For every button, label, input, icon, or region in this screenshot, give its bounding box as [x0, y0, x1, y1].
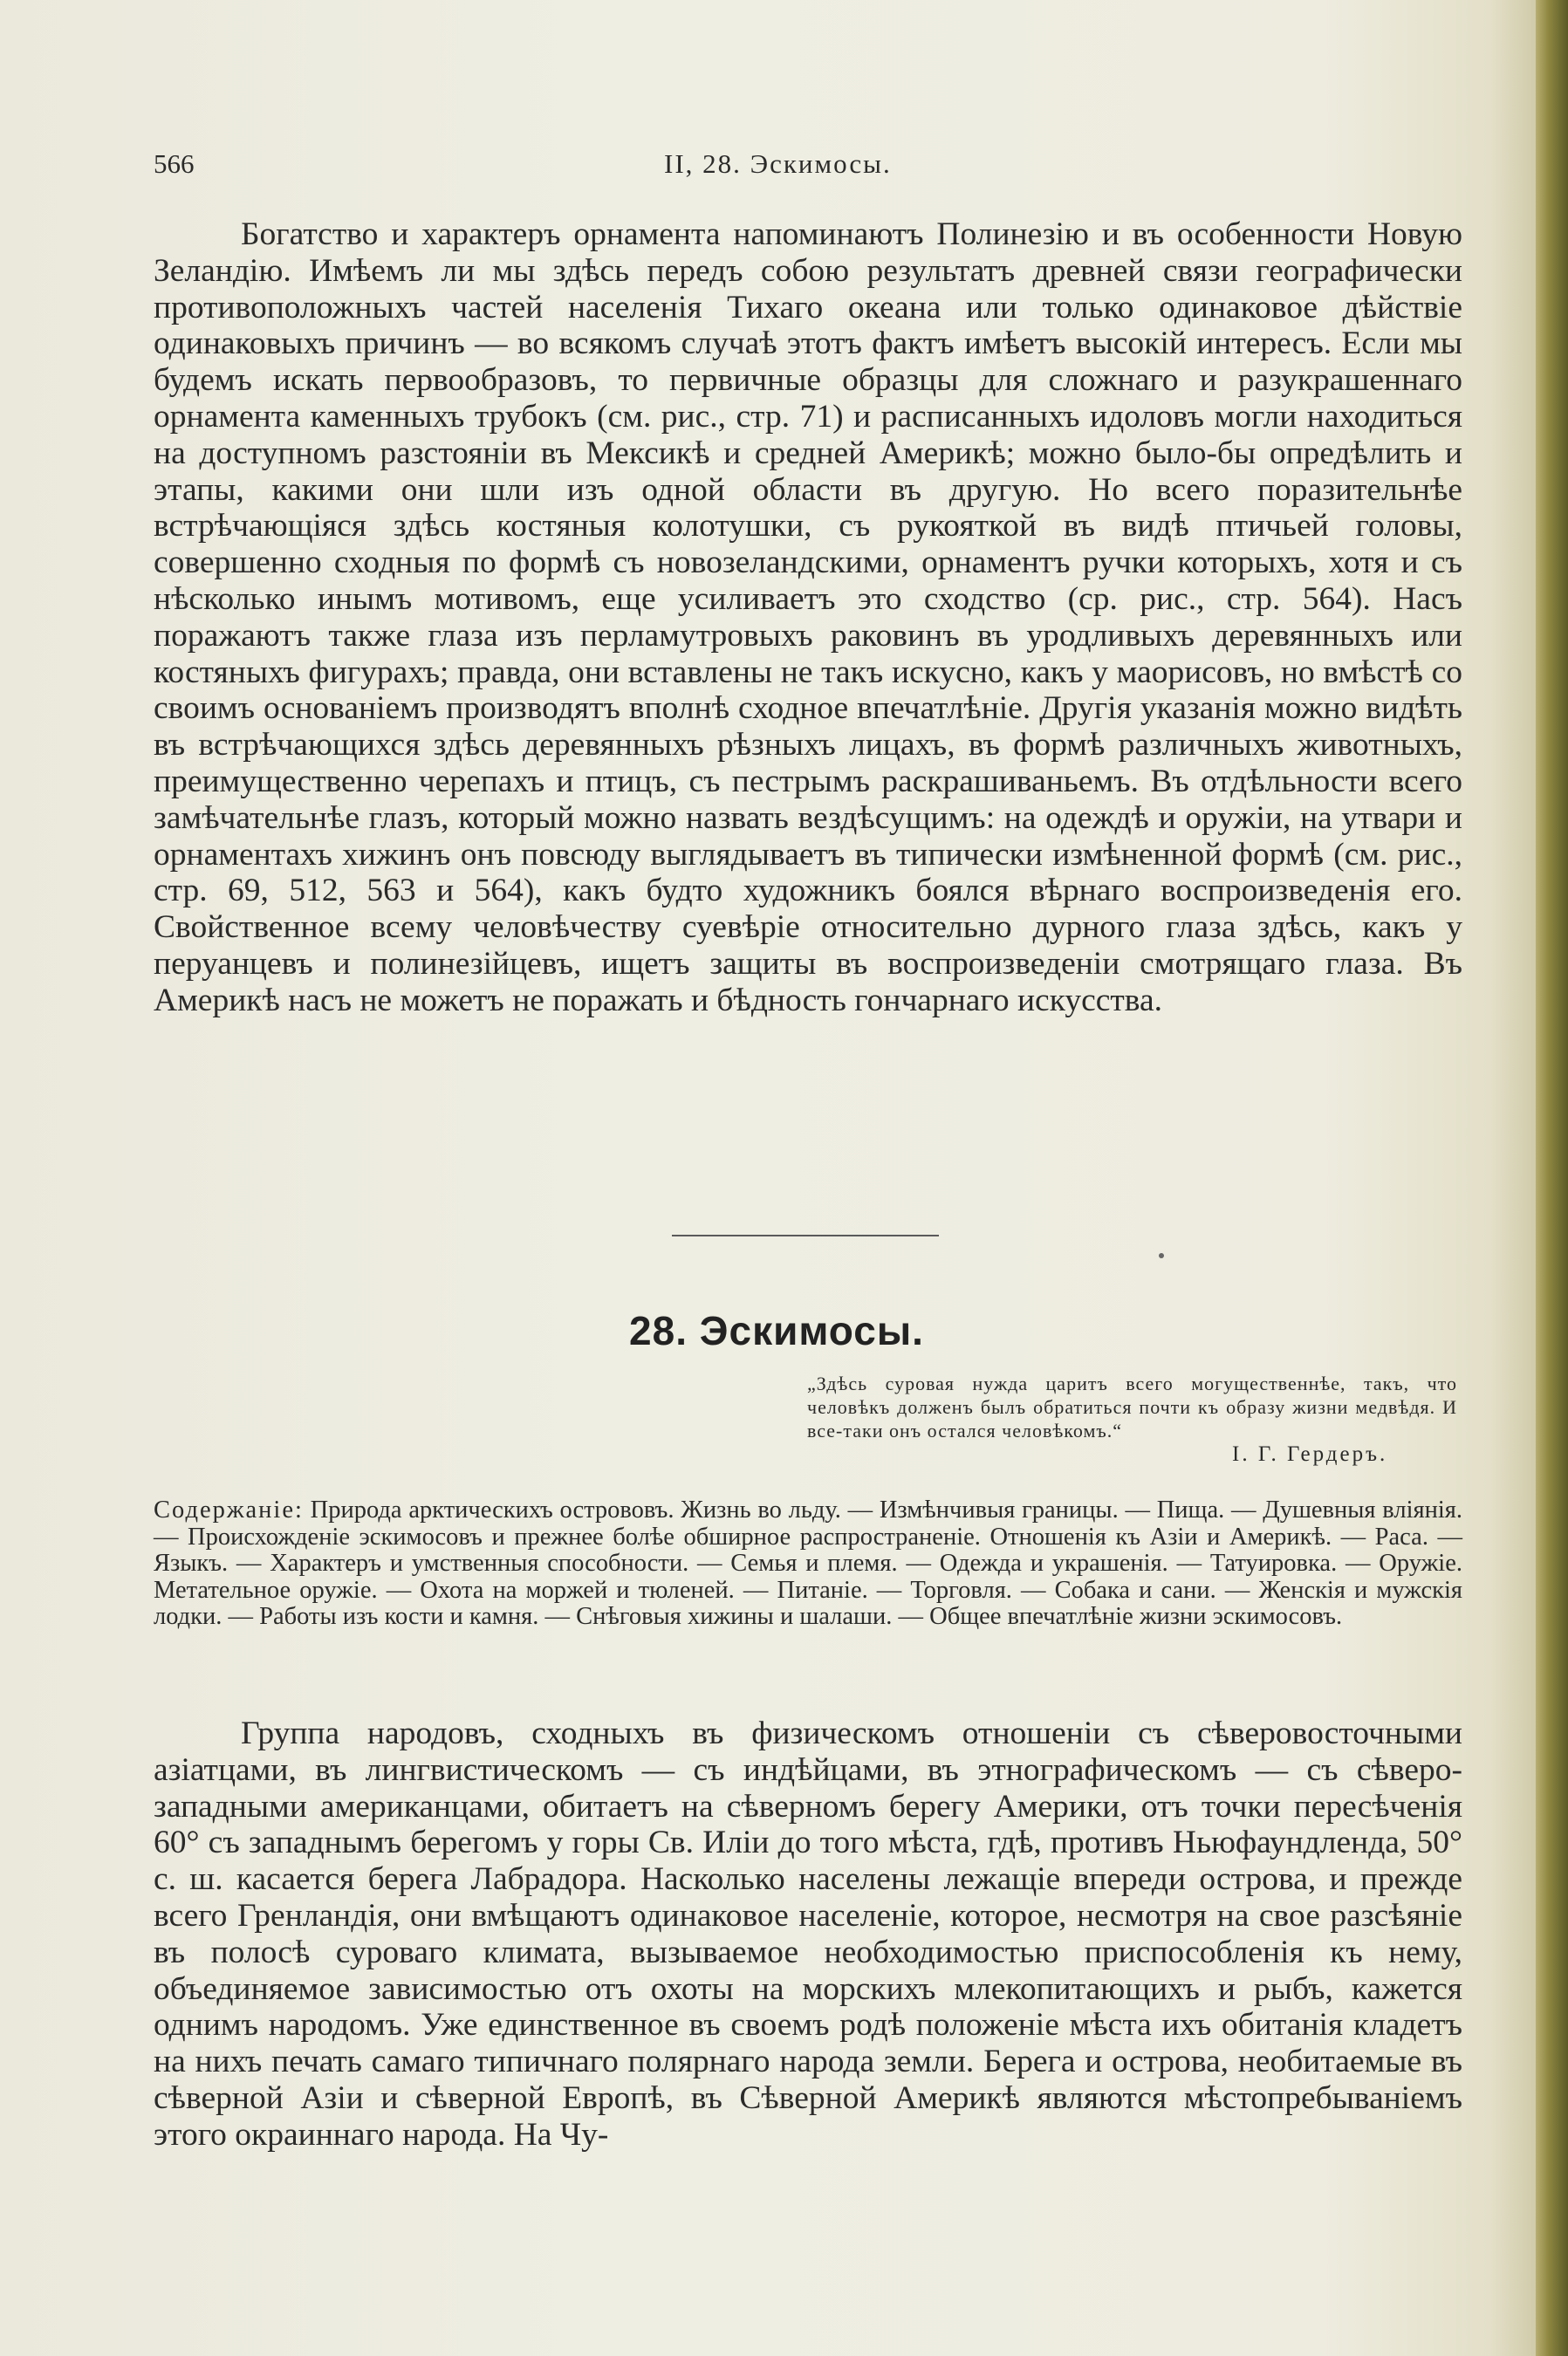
page-number: 566: [154, 148, 195, 179]
paragraph-eskimo-intro: Группа народовъ, сходныхъ въ физическомъ отношеніи съ сѣверовосточными азіатцами, въ лингвистическомъ — съ индѣйцами, въ этнографическомъ — съ сѣверо-западными американцами, обитаетъ на сѣверномъ берегу Америки, отъ точки пересѣченія 60° съ западнымъ берегомъ у горы Св. Иліи до того мѣста, гдѣ, противъ Ньюфаундленда, 50° с. ш. касается берега Лабрадора. Насколько населены лежащіе впереди острова, и прежде всего Гренландія, они вмѣщаютъ одинаковое населеніе, которое, несмотря на свое разсѣяніе въ полосѣ суроваго климата, вызываемое необходимостью приспособленія къ нему, объединяемое зависимостью отъ охоты на морскихъ млекопитающихъ и рыбъ, кажется однимъ народомъ. Уже единственное въ своемъ родѣ положеніе мѣста ихъ обитанія кладетъ на нихъ печать самаго типичнаго полярнаго народа земли. Берега и острова, необитаемые въ сѣверной Азіи и сѣверной Европѣ, въ Сѣверной Америкѣ являются мѣстопребываніемъ этого окраиннаго народа. На Чу-: [154, 1716, 1462, 2153]
chapter-title: 28. Эскимосы.: [629, 1308, 924, 1353]
running-title: II, 28. Эскимосы.: [664, 148, 892, 179]
epigraph-quote: „Здѣсь суровая нужда царитъ всего могущественнѣе, такъ, что человѣкъ долженъ былъ обратиться почти къ образу жизни медвѣдя. И все-таки онъ остался человѣкомъ.“: [807, 1373, 1457, 1442]
contents-label: Содержаніе:: [154, 1496, 304, 1524]
print-speck: [1159, 1253, 1164, 1258]
chapter-contents: [154, 1497, 1462, 1631]
epigraph-author: I. Г. Гердеръ.: [1232, 1442, 1388, 1466]
book-spine-edge: [1536, 0, 1568, 2356]
running-header: [154, 148, 1462, 190]
section-divider: [672, 1235, 939, 1236]
contents-text: Природа арктическихъ острововъ. Жизнь во льду. — Измѣнчивыя границы. — Пища. — Душевныя вліянія. — Происхожденіе эскимосовъ и прежнее болѣе обширное распространеніе. Отношенія къ Азіи и Америкѣ. — Раса. — Языкъ. — Характеръ и умственныя способности. — Семья и племя. — Одежда и украшенія. — Татуировка. — Оружіе. Метательное оружіе. — Охота на моржей и тюленей. — Питаніе. — Торговля. — Собака и сани. — Женскія и мужскія лодки. — Работы изъ кости и камня. — Снѣговыя хижины и шалаши. — Общее впечатлѣніе жизни эскимосовъ.: [154, 1496, 1462, 1630]
paragraph-ornament: Богатство и характеръ орнамента напоминаютъ Полинезію и въ особенности Новую Зеландію. Имѣемъ ли мы здѣсь передъ собою результатъ древней связи географически противоположныхъ частей населенія Тихаго океана или только одинаковое дѣйствіе одинаковыхъ причинъ — во всякомъ случаѣ этотъ фактъ имѣетъ высокій интересъ. Если мы будемъ искать первообразовъ, то первичные образцы для сложнаго и разукрашеннаго орнамента каменныхъ трубокъ (см. рис., стр. 71) и расписанныхъ идоловъ могли находиться на доступномъ разстояніи въ Мексикѣ и средней Америкѣ; можно было-бы опредѣлить и этапы, какими они шли изъ одной области въ другую. Но всего поразительнѣе встрѣчающіяся здѣсь костяныя колотушки, съ рукояткой въ видѣ птичьей головы, совершенно сходныя по формѣ съ новозеландскими, орнаментъ ручки которыхъ, хотя и съ нѣсколько инымъ мотивомъ, еще усиливаетъ это сходство (ср. рис., стр. 564). Насъ поражаютъ также глаза изъ перламутровыхъ раковинъ въ уродливыхъ деревянныхъ или костяныхъ фигурахъ; правда, они вставлены не такъ искусно, какъ у маорисовъ, но вмѣстѣ со своимъ основаніемъ производятъ вполнѣ сходное впечатлѣніе. Другія указанія можно видѣть въ встрѣчающихся здѣсь деревянныхъ рѣзныхъ лицахъ, въ формѣ различныхъ животныхъ, преимущественно черепахъ и птицъ, съ пестрымъ раскрашиваньемъ. Въ отдѣльности всего замѣчательнѣе глазъ, который можно назвать вездѣсущимъ: на одеждѣ и оружіи, на утвари и орнаментахъ хижинъ онъ повсюду выглядываетъ въ типически измѣненной формѣ (см. рис., стр. 69, 512, 563 и 564), какъ будто художникъ боялся вѣрнаго воспроизведенія его. Свойственное всему человѣчеству суевѣріе относительно дурного глаза здѣсь, какъ у перуанцевъ и полинезійцевъ, ищетъ защиты въ воспроизведеніи смотрящаго глаза. Въ Америкѣ насъ не можетъ не поражать и бѣдность гончарнаго искусства.: [154, 216, 1462, 1018]
